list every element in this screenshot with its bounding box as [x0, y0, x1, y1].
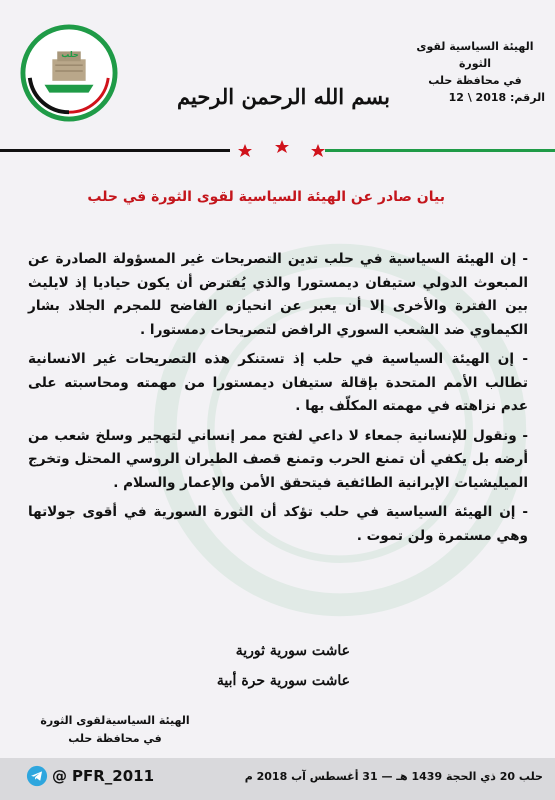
flag-divider — [0, 140, 555, 160]
organization-logo — [20, 24, 118, 122]
signature-governorate: في محافظة حلب — [68, 732, 162, 745]
star-icon — [238, 144, 252, 157]
signature-block — [40, 712, 190, 748]
telegram-icon[interactable] — [26, 765, 48, 787]
statement-title: بيان صادر عن الهيئة السياسية لقوى الثورة في حلب — [87, 189, 445, 205]
paragraph: - إن الهيئة السياسية في حلب تدين التصريحات غير المسؤولة الصادرة عن المبعوث الدولي ستيفان ديمستورا والذي يُفترض أن يكون حياديا إذ لايليث بين الفترة والأخرى إلا أن يعبر عن انحيازه الفاضح للمجرم الجلاد بشار الكيماوي ضد الشعب السوري الرافض لتصريحات دمستورا . — [28, 251, 528, 338]
at-sign: @ — [52, 767, 67, 785]
star-icon — [311, 144, 325, 157]
org-name: الهيئة السياسية لقوى الثورة — [416, 40, 534, 70]
reference-number — [405, 89, 545, 106]
paragraph: - إن الهيئة السياسية في حلب إذ تستنكر هذه التصريحات غير الانسانية تطالب الأمم المتحدة بإقالة ستيفان ديمستورا من مهمته ومحاسبته على عدم نزاهته في مهمته المكلّف بها . — [28, 351, 528, 414]
org-governorate: في محافظة حلب — [428, 74, 522, 87]
star-icon — [275, 140, 289, 153]
slogan-line: عاشت سورية حرة أبية — [216, 673, 350, 689]
reference-value: 12 \ 2018 — [448, 91, 507, 104]
logo-city-label: حلب — [61, 50, 79, 59]
letterhead — [405, 38, 545, 106]
footer-band — [0, 758, 555, 800]
paragraph: - ونقول للإنسانية جمعاء لا داعي لفتح ممر إنساني لتهجير وسلخ شعب من أرضه بل يكفي أن تمنع الحرب وتمنع قصف الطيران الروسي المحتل وتخرج الميليشيات الإيرانية الطائفية فيتحقق الأمن والإعمار والسلام . — [28, 427, 528, 491]
slogan-line: عاشت سورية ثورية — [235, 643, 350, 659]
channel-handle[interactable]: PFR_2011 — [72, 767, 155, 785]
closing-slogans — [180, 636, 350, 696]
basmala: بسم الله الرحمن الرحيم — [177, 84, 390, 109]
statement-body — [28, 248, 528, 554]
signature-org: الهيئة السياسيةلقوى الثورة — [40, 714, 190, 727]
reference-label: الرقم: — [510, 91, 545, 104]
paragraph: - إن الهيئة السياسية في حلب تؤكد أن الثورة السورية في أقوى جولاتها وهي مستمرة ولن تموت . — [28, 504, 528, 544]
footer-date: حلب 20 ذي الحجة 1439 هـ — 31 أغسطس آب 2018 م — [244, 770, 543, 783]
